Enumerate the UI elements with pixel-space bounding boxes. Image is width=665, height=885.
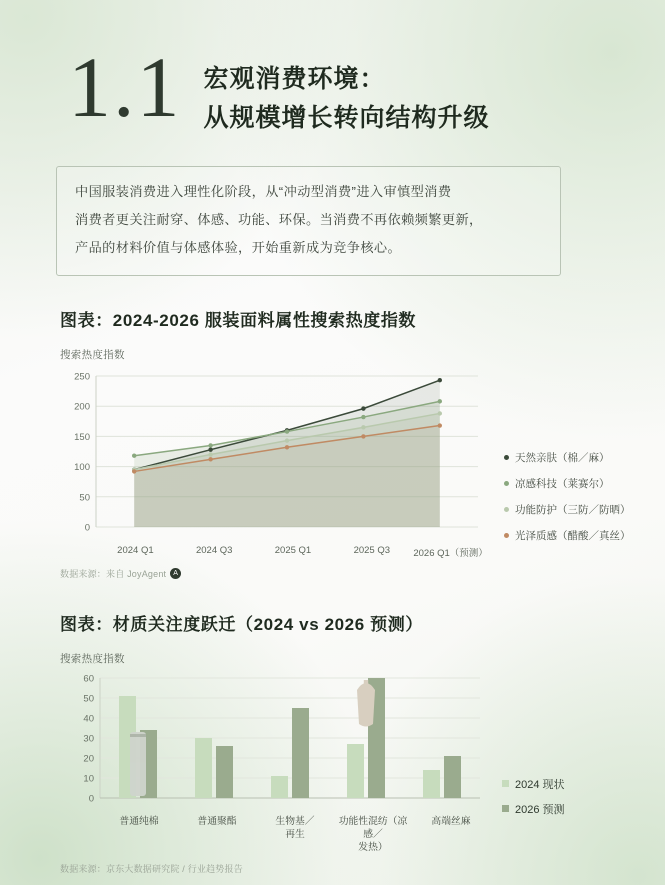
svg-text:20: 20	[83, 753, 94, 765]
legend-label: 天然亲肤（棉／麻）	[515, 451, 610, 464]
bar-chart-legend	[502, 672, 565, 855]
svg-text:100: 100	[74, 461, 90, 473]
legend-dot-icon	[504, 481, 509, 486]
line-chart-source	[60, 567, 631, 580]
line-chart-x-axis	[60, 545, 490, 559]
line-x-tick: 2025 Q3	[353, 544, 391, 556]
summary-line-2: 消费者更关注耐穿、体感、功能、环保。当消费不再依赖频繁更新，	[75, 211, 483, 227]
line-chart-section	[38, 306, 631, 580]
svg-text:0: 0	[84, 522, 90, 534]
line-x-tick: 2026 Q1（预测）	[413, 547, 488, 559]
line-x-tick: 2025 Q1	[274, 544, 312, 556]
bar-chart-source	[60, 862, 631, 875]
title-line-2: 从规模增长转向结构升级	[203, 103, 490, 132]
legend-item	[502, 776, 565, 792]
page-header	[38, 0, 631, 138]
svg-text:250: 250	[74, 371, 90, 383]
legend-label: 2024 现状	[515, 778, 565, 791]
svg-text:40: 40	[83, 713, 94, 725]
summary-line-3: 产品的材料价值与体感体验，开始重新成为竞争核心。	[75, 240, 402, 256]
line-chart-source-text: 数据来源：来自 JoyAgent	[60, 568, 167, 579]
legend-label: 功能防护（三防／防晒）	[515, 503, 631, 516]
bar-chart-y-caption: 搜索热度指数	[60, 652, 125, 665]
legend-item	[504, 450, 631, 465]
bar-chart-x-axis	[60, 815, 490, 855]
bar-x-tick: 普通聚酯	[197, 815, 237, 827]
line-chart-svg	[60, 368, 490, 543]
svg-text:60: 60	[83, 673, 94, 685]
svg-text:50: 50	[83, 693, 94, 705]
title-line-1: 宏观消费环境：	[203, 65, 386, 93]
bar-x-tick: 普通纯棉	[119, 815, 159, 827]
legend-item	[504, 528, 631, 543]
summary-line-1: 中国服装消费进入理性化阶段，从“冲动型消费”进入审慎型消费	[75, 183, 452, 199]
legend-label: 2026 预测	[515, 803, 565, 816]
summary-box	[56, 166, 561, 276]
bar-chart-section	[38, 610, 631, 876]
line-x-tick: 2024 Q1	[117, 544, 154, 556]
source-badge-icon: A	[170, 568, 181, 579]
bar-x-tick: 高端丝麻	[431, 815, 471, 827]
svg-text:10: 10	[83, 773, 94, 785]
legend-label: 凉感科技（莱赛尔）	[515, 477, 610, 490]
legend-label: 光泽质感（醋酸／真丝）	[515, 529, 631, 542]
svg-text:200: 200	[74, 401, 90, 413]
bar-chart-title: 图表：材质关注度跃迁（2024 vs 2026 预测）	[60, 614, 423, 634]
bar-chart-plot	[60, 672, 490, 812]
line-x-tick: 2024 Q3	[195, 544, 233, 556]
legend-swatch-icon	[502, 805, 509, 812]
bar-x-tick: 功能性混纺（凉感／ 发热）	[338, 815, 408, 854]
svg-text:150: 150	[74, 431, 90, 443]
legend-swatch-icon	[502, 780, 509, 787]
line-chart-plot	[60, 368, 490, 543]
legend-item	[504, 502, 631, 517]
legend-dot-icon	[504, 455, 509, 460]
line-chart-title: 图表：2024-2026 服装面料属性搜索热度指数	[60, 310, 417, 330]
line-chart-y-caption: 搜索热度指数	[60, 348, 125, 361]
svg-text:0: 0	[88, 793, 94, 805]
line-chart-legend	[504, 368, 631, 559]
bar-x-tick: 生物基／ 再生	[275, 815, 315, 840]
legend-dot-icon	[504, 533, 509, 538]
bar-chart-svg	[60, 672, 490, 812]
bar-chart-source-text: 数据来源：京东大数据研究院 / 行业趋势报告	[60, 864, 243, 875]
svg-text:30: 30	[83, 733, 94, 745]
page-title	[204, 48, 490, 138]
legend-dot-icon	[504, 507, 509, 512]
chapter-number: 1.1	[68, 39, 182, 135]
svg-text:50: 50	[79, 491, 90, 503]
legend-item	[502, 801, 565, 817]
legend-item	[504, 476, 631, 491]
